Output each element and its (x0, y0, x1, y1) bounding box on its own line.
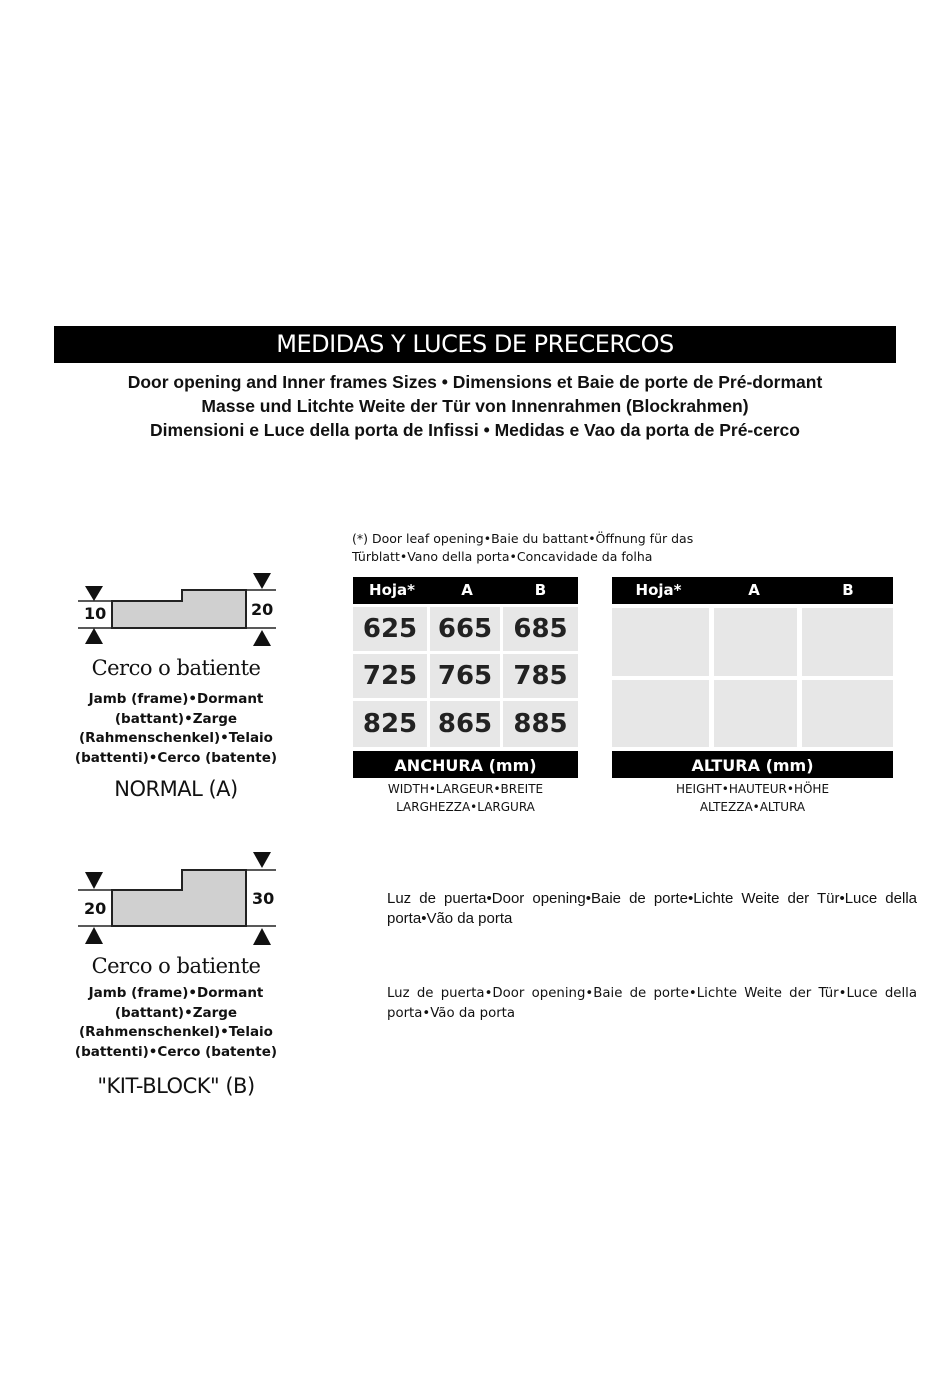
arrow-down-icon (253, 852, 271, 868)
page-title: MEDIDAS Y LUCES DE PRECERCOS (54, 326, 896, 363)
width-header-b: B (534, 581, 547, 599)
arrow-down-icon (85, 586, 103, 601)
width-cell: 685 (503, 607, 578, 651)
door-opening-text: Luz de puerta•Door opening•Baie de porte•Lichte Weite der Tür•Luce della porta•Vão da porta (387, 890, 917, 927)
arrow-up-icon (85, 628, 103, 644)
height-cell-empty (802, 608, 893, 676)
profile-a-name: NORMAL (A) (114, 777, 238, 801)
width-cell: 885 (503, 701, 578, 747)
profile-a-desc-line: (Rahmenschenkel)•Telaio (79, 730, 273, 746)
leaf-note-line-1: (*) Door leaf opening•Baie du battant•Öffnung für das (352, 531, 694, 546)
height-header-a: A (748, 581, 760, 599)
width-footer-sub-2: LARGHEZZA•LARGURA (396, 800, 535, 814)
subtitle-line-1: Door opening and Inner frames Sizes • Dimensions et Baie de porte de Pré-dormant (127, 372, 823, 392)
profile-a-desc (46, 690, 306, 768)
height-footer-sub-2: ALTEZZA•ALTURA (699, 800, 806, 814)
width-footer-sub-1: WIDTH•LARGEUR•BREITE (387, 782, 544, 796)
width-cell: 625 (353, 607, 427, 651)
dim-left-b: 20 (84, 899, 107, 918)
profile-b-desc-line: (battenti)•Cerco (batente) (74, 1043, 278, 1060)
door-opening-text-alt: Luz de puerta•Door opening•Baie de porte•Lichte Weite der Tür•Luce della porta•Vão da porta (387, 986, 917, 1021)
leaf-note-line-2: Türblatt•Vano della porta•Concavidade da folha (352, 549, 653, 564)
subtitle-line-3: Dimensioni e Luce della porta de Infissi • Medidas e Vao da porta de Pré-cerco (150, 420, 800, 440)
height-cell-empty (714, 608, 797, 676)
profile-a-desc-line: (battant)•Zarge (114, 710, 238, 727)
jamb-profile-shape (112, 870, 246, 926)
height-cell-empty (612, 608, 709, 676)
height-cell-empty (612, 680, 709, 747)
arrow-up-icon (85, 927, 103, 944)
width-cell: 665 (430, 607, 500, 651)
height-table-header (612, 577, 893, 604)
height-table-footer: ALTURA (mm) (612, 751, 893, 778)
profile-a-desc-line: Jamb (frame)•Dormant (88, 691, 264, 707)
height-footer-sub-1: HEIGHT•HAUTEUR•HÖHE (675, 782, 830, 796)
width-header-a: A (461, 581, 473, 599)
jamb-profile-shape (112, 590, 246, 628)
width-cell: 865 (430, 701, 500, 747)
dim-right-a: 20 (251, 600, 274, 619)
jamb-profile-diagram-b (76, 848, 281, 948)
profile-a-desc-line: (battenti)•Cerco (batente) (74, 749, 278, 766)
subtitle-line-2: Masse und Litchte Weite der Tür von Innenrahmen (Blockrahmen) (201, 396, 749, 416)
leaf-note (352, 530, 772, 566)
width-header-hoja: Hoja* (369, 581, 415, 599)
height-header-b: B (842, 581, 854, 599)
profile-b-name: "KIT-BLOCK" (B) (97, 1074, 255, 1098)
width-cell: 785 (503, 654, 578, 698)
width-cell: 825 (353, 701, 427, 747)
profile-b-title: Cerco o batiente (91, 954, 261, 978)
profile-b-desc-line: Jamb (frame)•Dormant (88, 985, 264, 1001)
dim-right-b: 30 (252, 889, 275, 908)
dim-left-a: 10 (84, 604, 107, 623)
height-header-hoja: Hoja* (635, 581, 682, 599)
height-cell-empty (714, 680, 797, 747)
arrow-down-icon (85, 872, 103, 889)
arrow-up-icon (253, 630, 271, 646)
profile-b-desc-line: (Rahmenschenkel)•Telaio (79, 1024, 273, 1040)
width-cell: 765 (430, 654, 500, 698)
arrow-up-icon (253, 928, 271, 945)
width-table-header (353, 577, 578, 604)
height-cell-empty (802, 680, 893, 747)
profile-b-desc-line: (battant)•Zarge (114, 1004, 238, 1021)
arrow-down-icon (253, 573, 271, 589)
width-table-footer: ANCHURA (mm) (353, 751, 578, 778)
profile-a-title: Cerco o batiente (91, 656, 261, 680)
profile-b-desc (46, 984, 306, 1062)
width-cell: 725 (353, 654, 427, 698)
